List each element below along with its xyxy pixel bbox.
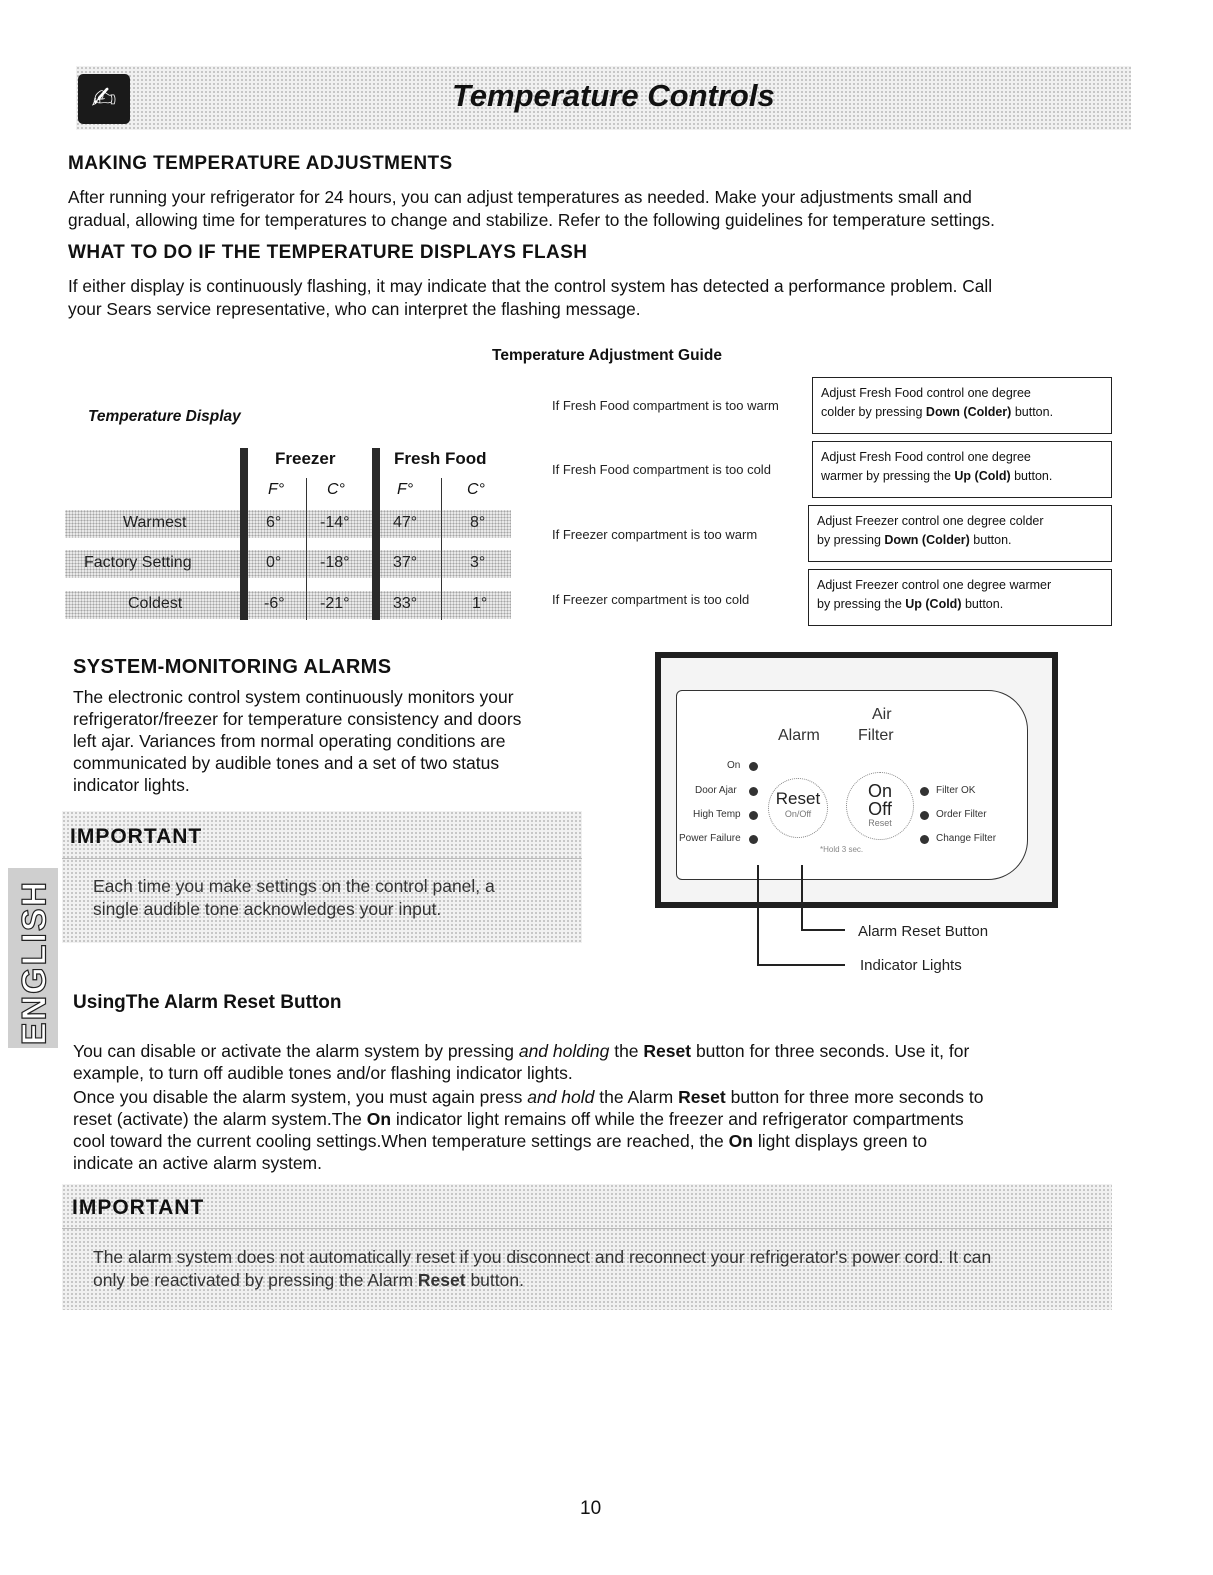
- flash-text-2: your Sears service representative, who can interpret the flashing message.: [68, 299, 641, 319]
- alarms-line: communicated by audible tones and a set of two status: [73, 753, 500, 773]
- using-text: cool toward the current cooling settings.When temperature settings are reached, the: [73, 1131, 729, 1151]
- reset-button-label: Reset: [775, 789, 821, 808]
- on-button-label: On: [867, 781, 892, 801]
- freezer-header: Freezer: [275, 449, 336, 468]
- fresh-food-divider-bar: [372, 448, 380, 620]
- guide-instruction-pre: by pressing: [817, 533, 885, 547]
- alarm-reset-button[interactable]: [768, 778, 828, 838]
- alarms-line: The electronic control system continuously monitors your: [73, 687, 514, 707]
- panel-air-label: Air: [872, 706, 892, 723]
- door-ajar-indicator-light: [749, 787, 758, 796]
- off-button-label: Off: [868, 799, 892, 819]
- adjustments-text-2: gradual, allowing time for temperatures to change and stabilize. Refer to the following guidelines for temperature settings.: [68, 210, 995, 230]
- alarms-line: left ajar. Variances from normal operating conditions are: [73, 731, 506, 751]
- using-text: button for three more seconds to: [725, 1087, 984, 1107]
- on-indicator-light: [749, 762, 758, 771]
- table-cell: 0°: [266, 554, 282, 571]
- table-cell: 37°: [393, 554, 418, 571]
- guide-instruction-pre: colder by pressing: [821, 405, 926, 419]
- adjustments-text-1: After running your refrigerator for 24 hours, you can adjust temperatures as needed. Make your adjustments small and: [68, 187, 972, 207]
- panel-filter-ok-label: Filter OK: [936, 785, 976, 796]
- panel-alarm-label: Alarm: [778, 727, 820, 744]
- fresh-food-unit-c: C°: [467, 481, 485, 498]
- using-text-bold: Reset: [678, 1087, 726, 1107]
- table-cell: 6°: [266, 514, 282, 531]
- panel-on-label: On: [727, 760, 741, 771]
- table-cell: 1°: [472, 595, 488, 612]
- hold-note: *Hold 3 sec.: [820, 845, 864, 854]
- using-text-italic: and hold: [527, 1087, 595, 1107]
- guide-instruction-line: Adjust Freezer control one degree warmer: [817, 578, 1052, 592]
- freezer-divider-bar: [240, 448, 248, 620]
- using-text: light displays green to: [752, 1131, 928, 1151]
- change-filter-indicator-light: [920, 835, 929, 844]
- guide-instruction-post: button.: [969, 533, 1012, 547]
- reset-button-sub-label: On/Off: [784, 809, 812, 819]
- guide-instruction-post: button.: [961, 597, 1004, 611]
- callout-line-lights-horizontal: [757, 964, 845, 966]
- guide-instruction-bold: Up (Cold): [954, 469, 1011, 483]
- guide-instruction: [812, 377, 1112, 434]
- page-title: Temperature Controls: [452, 78, 775, 113]
- using-text: button for three seconds. Use it, for: [691, 1041, 970, 1061]
- page-number: 10: [580, 1498, 602, 1519]
- filter-reset-sub-label: Reset: [868, 818, 892, 828]
- panel-high-temp-label: High Temp: [693, 809, 741, 820]
- panel-power-failure-label: Power Failure: [679, 833, 741, 844]
- section-heading-adjustments: MAKING TEMPERATURE ADJUSTMENTS: [68, 153, 453, 174]
- using-text: You can disable or activate the alarm system by pressing: [73, 1041, 519, 1061]
- using-text-bold: On: [366, 1109, 392, 1129]
- guide-instruction-post: button.: [1011, 405, 1054, 419]
- important-text-1b: single audible tone acknowledges your input.: [93, 899, 442, 919]
- using-text: the Alarm: [594, 1087, 679, 1107]
- guide-instruction-line: Adjust Fresh Food control one degree: [821, 450, 1031, 464]
- row-label-coldest: Coldest: [128, 595, 183, 612]
- using-line-3: [73, 1086, 984, 1108]
- order-filter-indicator-light: [920, 811, 929, 820]
- using-text-italic: and holding: [518, 1041, 610, 1061]
- table-cell: -21°: [320, 595, 350, 612]
- panel-order-filter-label: Order Filter: [936, 809, 987, 820]
- row-label-factory-setting: Factory Setting: [84, 554, 192, 571]
- fresh-food-column-line: [441, 478, 442, 620]
- important-divider-1: [62, 858, 582, 859]
- using-text: reset (activate) the alarm system.The: [73, 1109, 367, 1129]
- guide-instruction-bold: Up (Cold): [905, 597, 962, 611]
- using-line-5: [73, 1130, 927, 1152]
- important-text-2a: The alarm system does not automatically reset if you disconnect and reconnect your refrigerator's power cord. It can: [93, 1247, 992, 1267]
- guide-instruction: [808, 569, 1112, 626]
- callout-line-lights-vertical: [757, 865, 759, 965]
- guide-condition: If Freezer compartment is too cold: [552, 592, 750, 607]
- guide-instruction: [808, 505, 1112, 562]
- alarms-line: refrigerator/freezer for temperature consistency and doors: [73, 709, 522, 729]
- power-failure-indicator-light: [749, 835, 758, 844]
- using-text-bold: Reset: [643, 1041, 692, 1061]
- language-label: ENGLISH: [15, 879, 54, 1046]
- important-text-2b-pre: only be reactivated by pressing the Alarm: [93, 1270, 418, 1290]
- table-cell: 33°: [393, 595, 418, 612]
- important-divider-2: [62, 1228, 1112, 1229]
- section-heading-flash: WHAT TO DO IF THE TEMPERATURE DISPLAYS FLASH: [68, 242, 588, 263]
- guide-title: Temperature Adjustment Guide: [492, 347, 722, 364]
- using-text: Once you disable the alarm system, you must again press: [73, 1087, 528, 1107]
- using-text: the: [609, 1041, 644, 1061]
- guide-condition: If Fresh Food compartment is too cold: [552, 462, 771, 477]
- table-cell: 3°: [470, 554, 486, 571]
- freezer-unit-c: C°: [327, 481, 345, 498]
- table-cell: 8°: [470, 514, 486, 531]
- table-cell: -18°: [320, 554, 350, 571]
- using-line-1: [73, 1040, 969, 1062]
- guide-condition: If Fresh Food compartment is too warm: [552, 398, 779, 413]
- panel-filter-label: Filter: [858, 727, 894, 744]
- table-cell: -6°: [264, 595, 285, 612]
- air-filter-on-off-button[interactable]: [846, 772, 914, 840]
- freezer-column-line: [306, 478, 307, 620]
- thermostat-hand-icon: ✍: [78, 74, 130, 124]
- important-label-2: IMPORTANT: [72, 1196, 205, 1219]
- using-line-2: example, to turn off audible tones and/or flashing indicator lights.: [73, 1063, 573, 1083]
- using-heading: UsingThe Alarm Reset Button: [73, 992, 342, 1013]
- row-label-warmest: Warmest: [123, 514, 187, 531]
- fresh-food-unit-f: F°: [397, 481, 414, 498]
- important-text-2b-bold: Reset: [417, 1270, 466, 1290]
- using-line-6: indicate an active alarm system.: [73, 1153, 322, 1173]
- important-text-2b-post: button.: [465, 1270, 524, 1290]
- guide-instruction-bold: Down (Colder): [925, 405, 1012, 419]
- using-text: indicator light remains off while the freezer and refrigerator compartments: [391, 1109, 964, 1129]
- important-text-2b: [93, 1269, 524, 1291]
- panel-door-ajar-label: Door Ajar: [695, 785, 737, 796]
- callout-line-reset-horizontal: [801, 929, 845, 931]
- using-line-4: [73, 1108, 964, 1130]
- guide-instruction-post: button.: [1010, 469, 1053, 483]
- guide-condition: If Freezer compartment is too warm: [552, 527, 758, 542]
- important-text-1a: Each time you make settings on the control panel, a: [93, 876, 495, 896]
- guide-instruction-line: Adjust Freezer control one degree colder: [817, 514, 1044, 528]
- alarms-line: indicator lights.: [73, 775, 190, 795]
- table-cell: 47°: [393, 514, 418, 531]
- alarms-paragraph: [73, 686, 583, 796]
- freezer-unit-f: F°: [268, 481, 285, 498]
- callout-alarm-reset-button: Alarm Reset Button: [858, 923, 989, 940]
- fresh-food-header: Fresh Food: [394, 449, 487, 468]
- flash-text-1: If either display is continuously flashing, it may indicate that the control system has detected a performance problem. Call: [68, 276, 993, 296]
- filter-ok-indicator-light: [920, 787, 929, 796]
- panel-change-filter-label: Change Filter: [936, 833, 997, 844]
- using-text-bold: On: [728, 1131, 753, 1151]
- guide-instruction-pre: warmer by pressing the: [821, 469, 955, 483]
- high-temp-indicator-light: [749, 811, 758, 820]
- temperature-display-caption: Temperature Display: [88, 408, 241, 425]
- guide-instruction: [812, 441, 1112, 498]
- guide-instruction-line: Adjust Fresh Food control one degree: [821, 386, 1031, 400]
- callout-line-reset-vertical: [801, 865, 803, 930]
- table-cell: -14°: [320, 514, 350, 531]
- guide-instruction-bold: Down (Colder): [884, 533, 970, 547]
- guide-instruction-pre: by pressing the: [817, 597, 906, 611]
- important-label-1: IMPORTANT: [70, 825, 203, 848]
- section-heading-alarms: SYSTEM-MONITORING ALARMS: [73, 656, 392, 678]
- callout-indicator-lights: Indicator Lights: [860, 957, 962, 974]
